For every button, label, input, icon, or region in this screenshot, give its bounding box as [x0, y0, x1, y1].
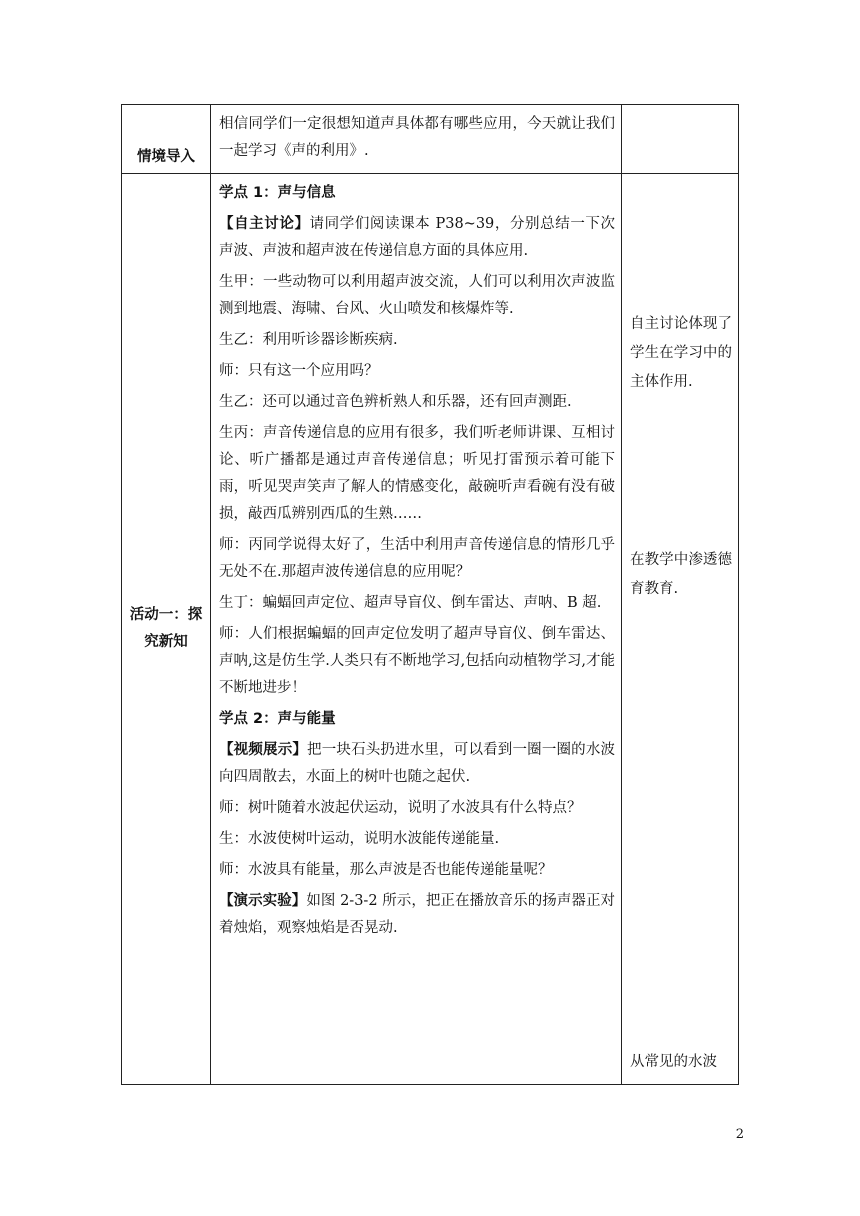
paragraph: 生乙：还可以通过音色辨析熟人和乐器，还有回声测距.: [219, 394, 572, 410]
paragraph: 师：丙同学说得太好了，生活中利用声音传递信息的情形几乎无处不在.那超声波传递信息的应用呢？: [219, 537, 615, 580]
paragraph: 生乙：利用听诊器诊断疾病.: [219, 332, 398, 348]
paragraph: 师：只有这一个应用吗？: [219, 363, 379, 379]
paragraph: 生丁：蝙蝠回声定位、超声导盲仪、倒车雷达、声呐、B 超.: [219, 595, 602, 611]
content-cell: [211, 105, 622, 174]
table-row: [122, 174, 739, 1085]
paragraph: 【视频展示】把一块石头扔进水里，可以看到一圈一圈的水波向四周散去，水面上的树叶也随之起伏.: [219, 742, 616, 785]
design-note: 在教学中渗透德育教育.: [630, 552, 732, 597]
stage-label: 活动一：探究新知: [129, 607, 203, 650]
content-cell: [211, 174, 622, 1085]
paragraph: 【自主讨论】请同学们阅读课本 P38~39，分别总结一下次声波、声波和超声波在传递信息方面的具体应用.: [219, 216, 615, 259]
design-note: 自主讨论体现了学生在学习中的主体作用.: [630, 316, 732, 390]
activity-tag: 【视频展示】: [219, 742, 308, 758]
stage-label-cell: [122, 105, 211, 174]
paragraph: 师：人们根据蝙蝠的回声定位发明了超声导盲仪、倒车雷达、声呐,这是仿生学.人类只有不断地学习,包括向动植物学习,才能不断地进步！: [219, 626, 615, 696]
section-heading: 学点 2：声与能量: [219, 711, 336, 727]
stage-label-cell: [122, 174, 211, 1085]
activity-tag: 【演示实验】: [219, 893, 307, 909]
paragraph: 师：树叶随着水波起伏运动，说明了水波具有什么特点？: [219, 800, 582, 816]
paragraph: 生：水波使树叶运动，说明水波能传递能量.: [219, 831, 500, 847]
table-row: [122, 105, 739, 174]
paragraph: 生甲：一些动物可以利用超声波交流，人们可以利用次声波监测到地震、海啸、台风、火山喷发和核爆炸等.: [219, 274, 615, 317]
design-note: 从常见的水波: [630, 1054, 717, 1070]
activity-tag: 【自主讨论】: [219, 216, 310, 232]
note-cell: [622, 174, 739, 1085]
note-cell: [622, 105, 739, 174]
paragraph: 生丙：声音传递信息的应用有很多，我们听老师讲课、互相讨论、听广播都是通过声音传递信息；听见打雷预示着可能下雨，听见哭声笑声了解人的情感变化，敲碗听声看碗有没有破损，敲西瓜辨别西瓜的生熟……: [219, 425, 615, 522]
paragraph: 【演示实验】如图 2-3-2 所示，把正在播放音乐的扬声器正对着烛焰，观察烛焰是否晃动.: [219, 893, 615, 936]
lesson-plan-table: [121, 104, 739, 1085]
paragraph: 师：水波具有能量，那么声波是否也能传递能量呢？: [219, 862, 553, 878]
section-heading: 学点 1：声与信息: [219, 185, 336, 201]
stage-label: 情境导入: [137, 149, 195, 165]
page-number: 2: [735, 1127, 744, 1142]
intro-text: 相信同学们一定很想知道声具体都有哪些应用，今天就让我们一起学习《声的利用》.: [219, 116, 615, 159]
